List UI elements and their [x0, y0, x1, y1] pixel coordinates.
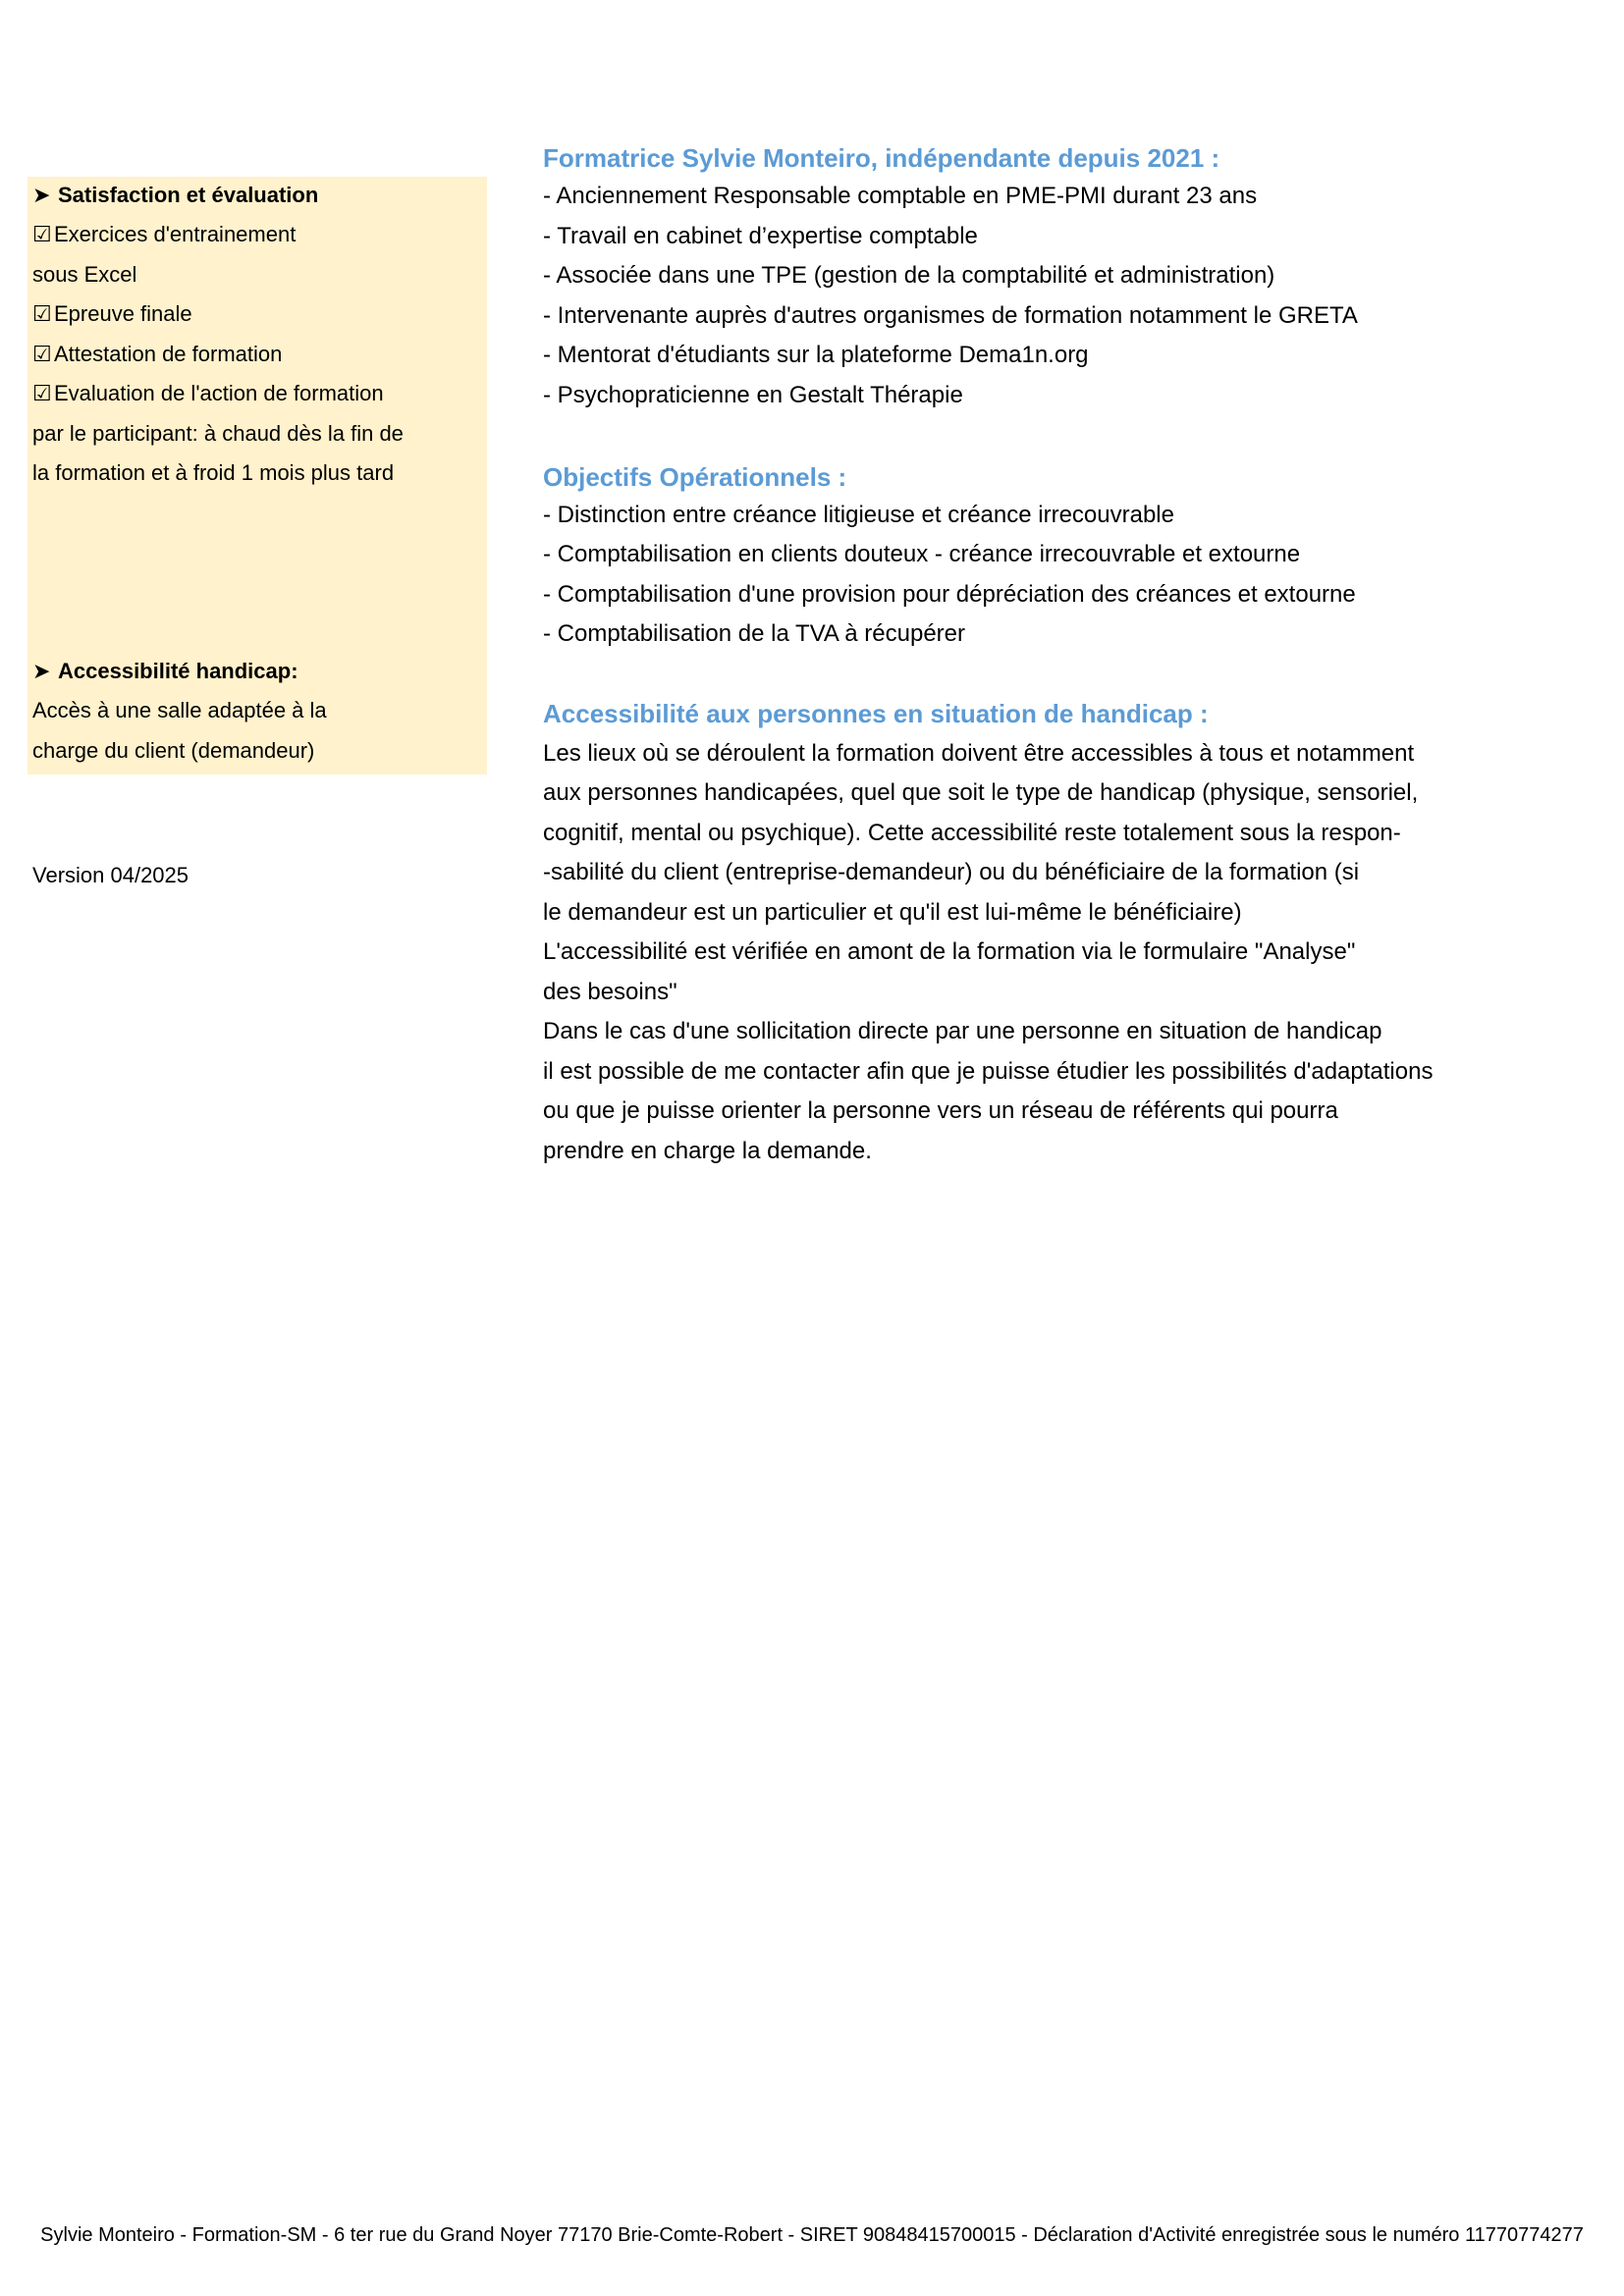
footer: Sylvie Monteiro - Formation-SM - 6 ter rue du Grand Noyer 77170 Brie-Comte-Robert - SIRET 90848415700015 - Déclaration d'Activité enregistrée sous le numéro 11770774277 — [40, 2224, 1584, 2246]
checkbox-checked-icon: ☑ — [32, 222, 52, 246]
trainer-line: - Intervenante auprès d'autres organismes de formation notamment le GRETA — [543, 302, 1358, 329]
accessibility-line: -sabilité du client (entreprise-demandeur) ou du bénéficiaire de la formation (si — [543, 859, 1360, 885]
checkbox-checked-icon: ☑ — [32, 342, 52, 366]
sidebar-item-continuation: sous Excel — [32, 262, 137, 287]
version-label: Version 04/2025 — [32, 863, 189, 887]
accessibility-line: aux personnes handicapées, quel que soit le type de handicap (physique, sensoriel, — [543, 779, 1419, 806]
checkbox-checked-icon: ☑ — [32, 381, 52, 405]
objectives-line: - Comptabilisation d'une provision pour dépréciation des créances et extourne — [543, 581, 1356, 608]
objectives-line: - Comptabilisation en clients douteux - créance irrecouvrable et extourne — [543, 541, 1301, 567]
trainer-line: - Anciennement Responsable comptable en PME-PMI durant 23 ans — [543, 183, 1258, 209]
satisfaction-heading — [32, 182, 318, 209]
satisfaction-title: Satisfaction et évaluation — [58, 183, 319, 207]
sidebar-item-continuation: par le participant: à chaud dès la fin de — [32, 421, 404, 446]
accessibility-line: prendre en charge la demande. — [543, 1138, 872, 1164]
trainer-line: - Mentorat d'étudiants sur la plateforme Dema1n.org — [543, 342, 1089, 368]
accessibility-line: il est possible de me contacter afin que je puisse étudier les possibilités d'adaptations — [543, 1058, 1434, 1085]
arrow-bullet-icon: ➤ — [32, 659, 51, 683]
checkbox-checked-icon: ☑ — [32, 301, 52, 326]
objectives-title: Objectifs Opérationnels : — [543, 462, 847, 492]
accessibility-title: Accessibilité aux personnes en situation de handicap : — [543, 699, 1209, 728]
sidebar-item-text: Evaluation de l'action de formation — [54, 381, 384, 405]
accessibility-line: L'accessibilité est vérifiée en amont de la formation via le formulaire "Analyse" — [543, 938, 1356, 965]
sidebar-item-text: Epreuve finale — [54, 301, 192, 326]
accessibility-line: Dans le cas d'une sollicitation directe par une personne en situation de handicap — [543, 1018, 1382, 1044]
accessibility-line: Les lieux où se déroulent la formation doivent être accessibles à tous et notamment — [543, 740, 1415, 767]
sidebar-item — [32, 221, 296, 248]
sidebar-item-text: Attestation de formation — [54, 342, 283, 366]
objectives-line: - Comptabilisation de la TVA à récupérer — [543, 620, 965, 647]
arrow-bullet-icon: ➤ — [32, 183, 51, 207]
sidebar-item — [32, 300, 192, 328]
accessibility-line: des besoins" — [543, 979, 677, 1005]
accessibility-line: ou que je puisse orienter la personne vers un réseau de référents qui pourra — [543, 1097, 1338, 1124]
sidebar-item-text: Exercices d'entrainement — [54, 222, 297, 246]
sidebar-item — [32, 380, 384, 407]
accessibility-heading — [32, 658, 298, 685]
accessibility-sidebar-line: Accès à une salle adaptée à la — [32, 698, 327, 722]
accessibility-line: le demandeur est un particulier et qu'il est lui-même le bénéficiaire) — [543, 899, 1242, 926]
trainer-line: - Associée dans une TPE (gestion de la comptabilité et administration) — [543, 262, 1275, 289]
accessibility-line: cognitif, mental ou psychique). Cette accessibilité reste totalement sous la respon- — [543, 820, 1401, 846]
trainer-title: Formatrice Sylvie Monteiro, indépendante depuis 2021 : — [543, 143, 1220, 173]
trainer-line: - Travail en cabinet d’expertise comptable — [543, 223, 978, 249]
trainer-line: - Psychopraticienne en Gestalt Thérapie — [543, 382, 963, 408]
accessibility-sidebar-title: Accessibilité handicap: — [58, 659, 298, 683]
sidebar-item-continuation: la formation et à froid 1 mois plus tard — [32, 460, 395, 485]
accessibility-sidebar-line: charge du client (demandeur) — [32, 738, 315, 763]
sidebar-item — [32, 341, 282, 368]
objectives-line: - Distinction entre créance litigieuse et créance irrecouvrable — [543, 502, 1174, 528]
sidebar-box — [27, 177, 487, 774]
